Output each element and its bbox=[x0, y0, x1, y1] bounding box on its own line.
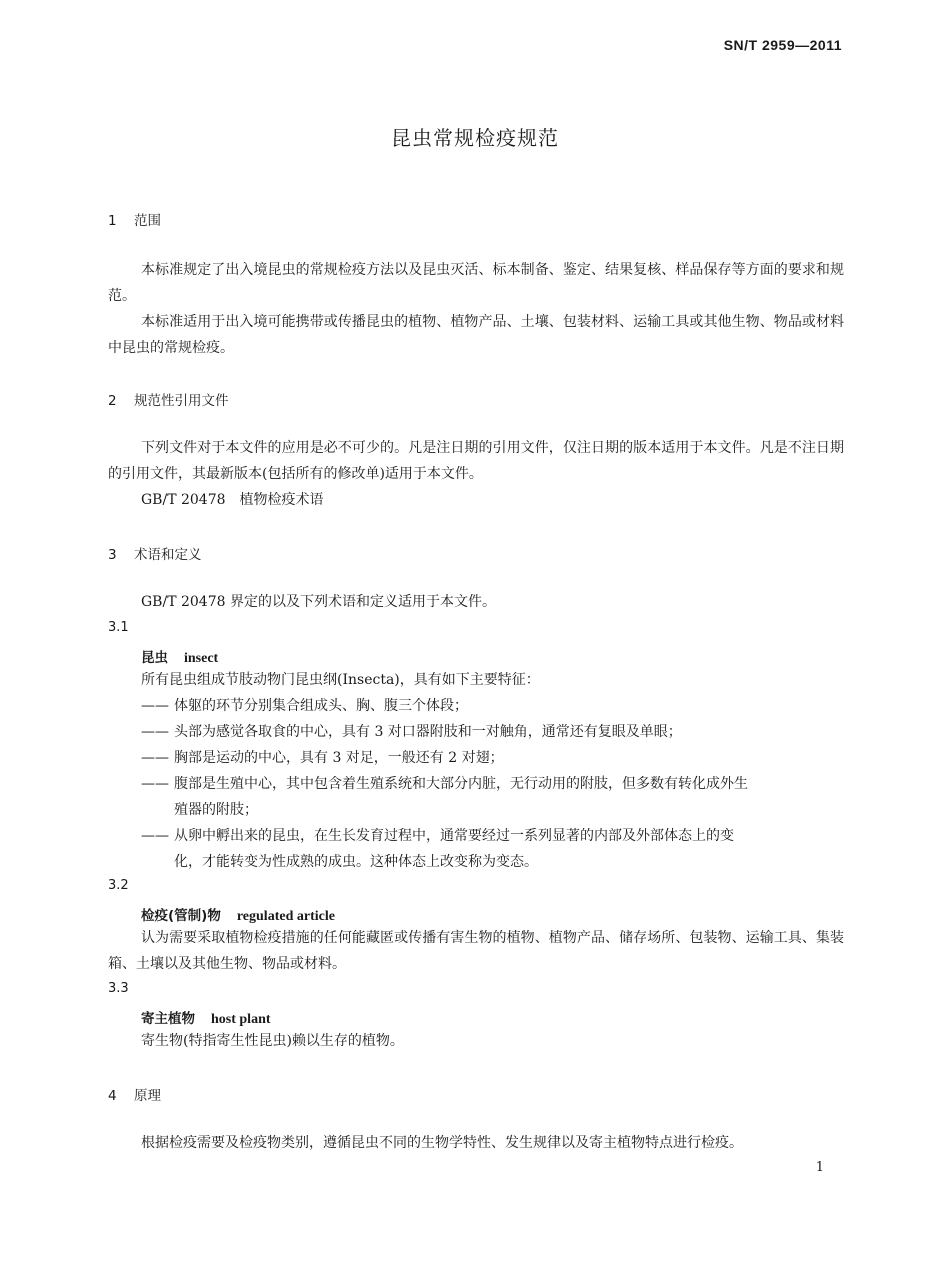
term-3-1-number: 3.1 bbox=[108, 620, 129, 635]
section-3-heading bbox=[108, 543, 202, 563]
term-3-1-item-4 bbox=[141, 771, 844, 823]
term-3-1-cn: 昆虫 bbox=[141, 650, 168, 666]
term-3-1-definition: 所有昆虫组成节肢动物门昆虫纲(Insecta)，具有如下主要特征： bbox=[141, 672, 540, 688]
term-3-2-name bbox=[141, 904, 335, 925]
term-3-3-en: host plant bbox=[211, 1012, 271, 1027]
section-3-intro: GB/T 20478 界定的以及下列术语和定义适用于本文件。 bbox=[141, 594, 496, 610]
term-3-2-en: regulated article bbox=[236, 909, 335, 924]
section-1-title: 范围 bbox=[134, 213, 161, 229]
section-4-number: 4 bbox=[108, 1088, 117, 1104]
standard-code: SN/T 2959—2011 bbox=[723, 37, 842, 53]
term-3-1-item-4-text: 腹部是生殖中心，其中包含着生殖系统和大部分内脏，无行动用的附肢，但多数有转化成外生 bbox=[174, 776, 748, 792]
term-3-1-item-1-text: 体躯的环节分别集合组成头、胸、腹三个体段； bbox=[174, 698, 468, 714]
term-3-1-en: insect bbox=[184, 651, 219, 666]
term-3-2-number: 3.2 bbox=[108, 878, 129, 893]
section-3-number: 3 bbox=[108, 547, 117, 563]
term-3-2-cn: 检疫(管制)物 bbox=[141, 908, 221, 924]
term-3-2-definition: 认为需要采取植物检疫措施的任何能藏匿或传播有害生物的植物、植物产品、储存场所、包装物、运输工具、集装箱、土壤以及其他生物、物品或材料。 bbox=[108, 930, 844, 972]
section-2-number: 2 bbox=[108, 393, 117, 409]
term-3-1-item-2-text: 头部为感觉各取食的中心，具有 3 对口器附肢和一对触角，通常还有复眼及单眼； bbox=[174, 724, 682, 740]
section-4-paragraph-1: 根据检疫需要及检疫物类别，遵循昆虫不同的生物学特性、发生规律以及寄主植物特点进行检疫。 bbox=[141, 1135, 743, 1151]
term-3-1-item-5-continuation: 化，才能转变为性成熟的成虫。这种体态上改变称为变态。 bbox=[174, 854, 538, 870]
section-2-heading bbox=[108, 389, 229, 409]
section-2-paragraph-1: 下列文件对于本文件的应用是必不可少的。凡是注日期的引用文件，仅注日期的版本适用于本文件。凡是不注日期的引用文件，其最新版本(包括所有的修改单)适用于本文件。 bbox=[108, 440, 844, 482]
section-3-title: 术语和定义 bbox=[134, 547, 202, 563]
term-3-1-item-5 bbox=[141, 823, 844, 875]
term-3-3-number: 3.3 bbox=[108, 981, 129, 996]
term-3-3-definition: 寄生物(特指寄生性昆虫)赖以生存的植物。 bbox=[141, 1033, 404, 1049]
page-number: 1 bbox=[815, 1160, 824, 1175]
term-3-1-item-3-text: 胸部是运动的中心，具有 3 对足，一般还有 2 对翅； bbox=[174, 750, 504, 766]
section-4-title: 原理 bbox=[134, 1088, 161, 1104]
document-title: 昆虫常规检疫规范 bbox=[391, 126, 559, 150]
dash-marker: —— bbox=[141, 698, 169, 714]
term-3-1-item-5-text: 从卵中孵出来的昆虫，在生长发育过程中，通常要经过一系列显著的内部及外部体态上的变 bbox=[174, 828, 734, 844]
dash-marker: —— bbox=[141, 776, 169, 792]
term-3-1-item-1 bbox=[141, 693, 844, 719]
section-2-reference: GB/T 20478 植物检疫术语 bbox=[141, 492, 324, 508]
term-3-1-item-3 bbox=[141, 745, 844, 771]
section-4-heading bbox=[108, 1084, 161, 1104]
term-3-1-item-4-continuation: 殖器的附肢； bbox=[174, 802, 258, 818]
term-3-1-item-2 bbox=[141, 719, 844, 745]
section-1-paragraph-2: 本标准适用于出入境可能携带或传播昆虫的植物、植物产品、土壤、包装材料、运输工具或其他生物、物品或材料中昆虫的常规检疫。 bbox=[108, 314, 844, 356]
dash-marker: —— bbox=[141, 724, 169, 740]
dash-marker: —— bbox=[141, 750, 169, 766]
section-1-number: 1 bbox=[108, 213, 117, 229]
term-3-1-name bbox=[141, 646, 218, 667]
dash-marker: —— bbox=[141, 828, 169, 844]
term-3-3-cn: 寄主植物 bbox=[141, 1011, 195, 1027]
section-2-title: 规范性引用文件 bbox=[134, 393, 229, 409]
section-1-heading bbox=[108, 209, 161, 229]
section-1-paragraph-1: 本标准规定了出入境昆虫的常规检疫方法以及昆虫灭活、标本制备、鉴定、结果复核、样品保存等方面的要求和规范。 bbox=[108, 262, 844, 304]
term-3-3-name bbox=[141, 1007, 271, 1028]
